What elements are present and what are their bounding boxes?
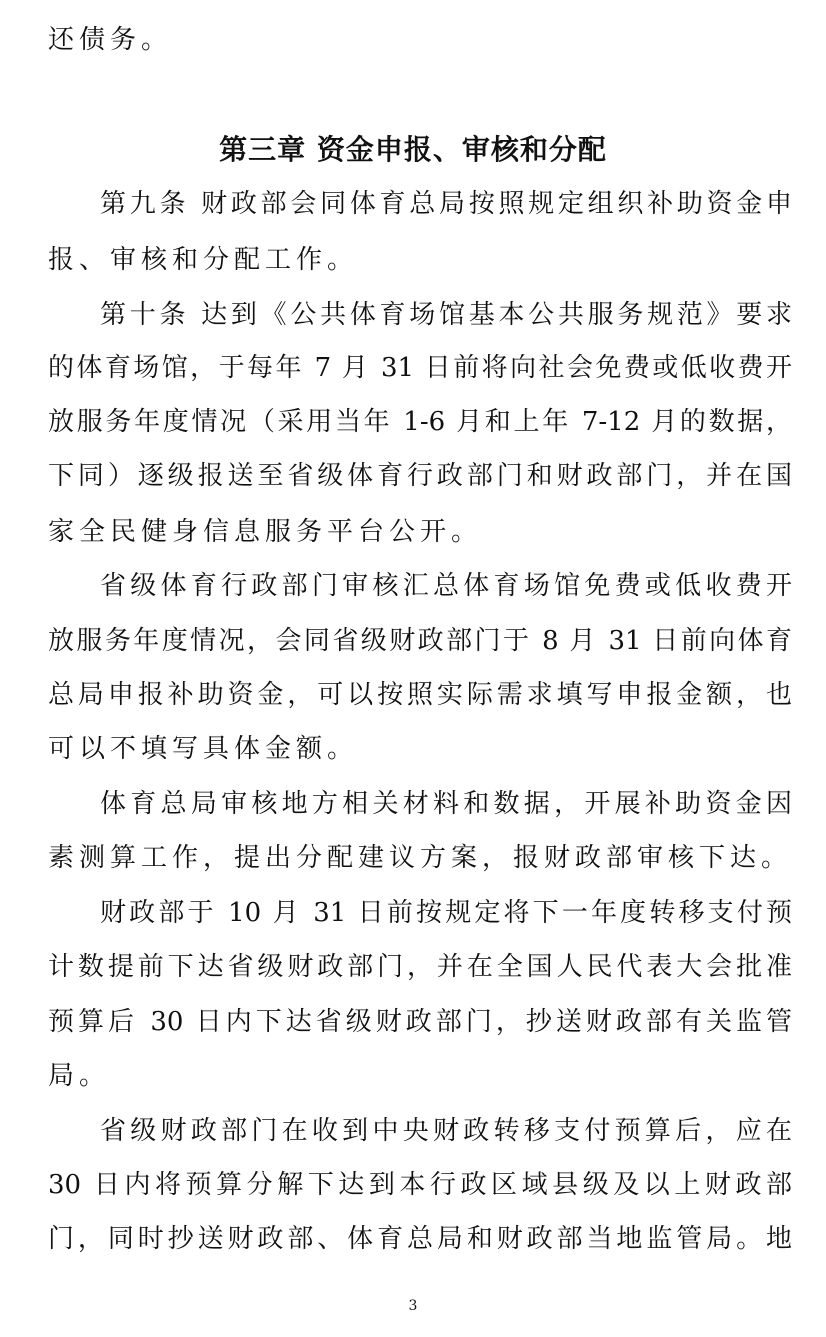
text-line: 放服务年度情况，会同省级财政部门于 8 月 31 日前向体育	[48, 626, 792, 656]
text-line: 家全民健身信息服务平台公开。	[48, 517, 483, 547]
text-line: 放服务年度情况（采用当年 1-6 月和上年 7-12 月的数据，	[48, 407, 792, 437]
text-line: 第十条 达到《公共体育场馆基本公共服务规范》要求	[100, 300, 792, 330]
text-line: 素测算工作，提出分配建议方案，报财政部审核下达。	[48, 843, 793, 873]
text-line: 30 日内将预算分解下达到本行政区域县级及以上财政部	[48, 1170, 792, 1200]
text-line: 财政部于 10 月 31 日前按规定将下一年度转移支付预	[100, 898, 792, 928]
text-line: 的体育场馆，于每年 7 月 31 日前将向社会免费或低收费开	[48, 353, 792, 383]
text-line: 体育总局审核地方相关材料和数据，开展补助资金因	[100, 789, 792, 819]
text-line: 还债务。	[48, 25, 173, 55]
text-line: 可以不填写具体金额。	[48, 734, 359, 764]
text-line: 门，同时抄送财政部、体育总局和财政部当地监管局。地	[48, 1224, 792, 1254]
page-number: 3	[408, 1298, 418, 1314]
text-line: 第九条 财政部会同体育总局按照规定组织补助资金申	[100, 189, 792, 219]
text-line: 报、审核和分配工作。	[48, 245, 359, 275]
text-line: 下同）逐级报送至省级体育行政部门和财政部门，并在国	[48, 461, 792, 491]
text-line: 计数提前下达省级财政部门，并在全国人民代表大会批准	[48, 952, 792, 982]
text-line: 局。	[48, 1061, 111, 1091]
chapter-title: 第三章 资金申报、审核和分配	[219, 133, 607, 166]
text-line: 总局申报补助资金，可以按照实际需求填写申报金额，也	[48, 680, 792, 710]
text-line: 省级财政部门在收到中央财政转移支付预算后，应在	[100, 1116, 792, 1146]
text-line: 预算后 30 日内下达省级财政部门，抄送财政部有关监管	[48, 1007, 792, 1037]
text-line: 省级体育行政部门审核汇总体育场馆免费或低收费开	[100, 571, 792, 601]
